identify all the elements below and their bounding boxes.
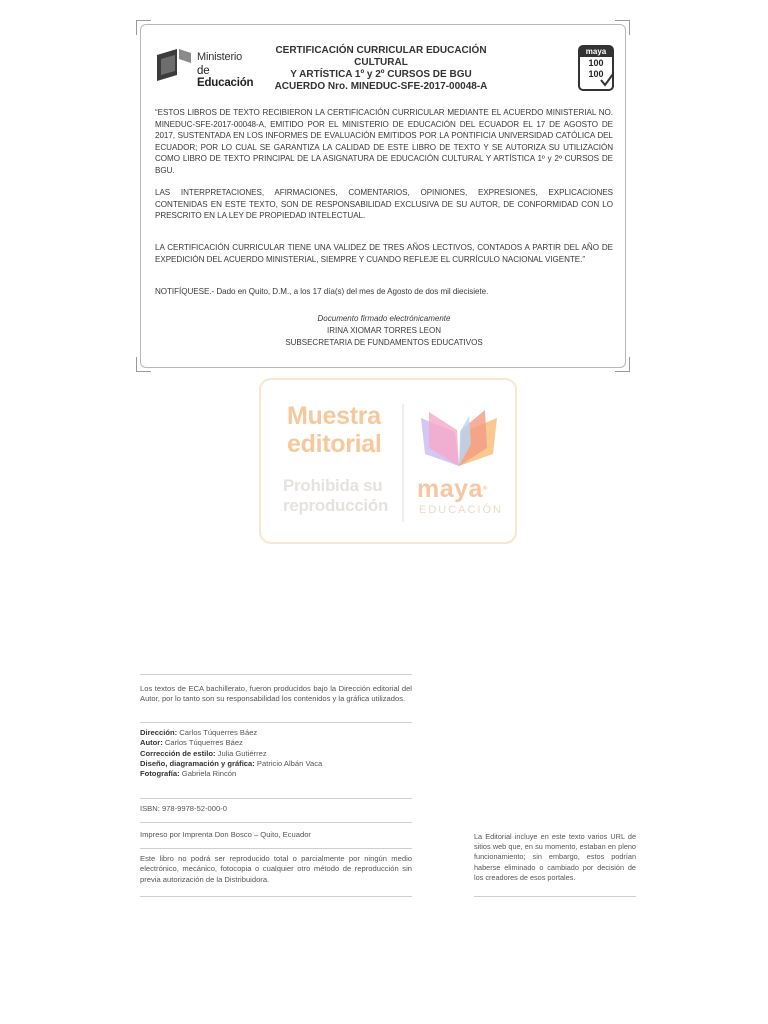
watermark-divider — [402, 404, 404, 522]
isbn: ISBN: 978-9978-52-000-0 — [140, 804, 227, 813]
divider — [140, 822, 412, 823]
ministry-logo — [155, 45, 265, 89]
corner-mark — [136, 357, 151, 372]
ministry-emblem-icon — [155, 45, 195, 85]
title-line: Y ARTÍSTICA 1º y 2º CURSOS DE BGU — [290, 69, 472, 80]
printer-info: Impreso por Imprenta Don Bosco – Quito, Ecuador — [140, 830, 311, 839]
divider — [140, 722, 412, 723]
url-disclaimer — [474, 832, 636, 883]
credits-intro: Los textos de ECA bachillerato, fueron producidos bajo la Dirección editorial del Autor, por lo tanto son su responsabilidad los contenidos y la gráfica utilizados. — [140, 684, 412, 704]
staff-row: Autor: Carlos Túquerres Báez — [140, 738, 243, 748]
watermark-sample-text — [287, 402, 382, 458]
badge-number: 100 — [588, 58, 604, 68]
responsibility-paragraph: LAS INTERPRETACIONES, AFIRMACIONES, COMENTARIOS, OPINIONES, EXPRESIONES, EXPLICACIONES CONTENIDAS EN ESTE TEXTO, SON DE RESPONSABILIDAD EXCLUSIVA DE SU AUTOR, DE CONFORMIDAD CON LO PRESCRITO EN LA LEY DE PROPIEDAD INTELECTUAL. — [155, 188, 613, 220]
signatory-title: SUBSECRETARIA DE FUNDAMENTOS EDUCATIVOS — [285, 338, 483, 347]
watermark-line: Prohibida su — [283, 476, 383, 495]
open-book-icon — [419, 408, 499, 472]
watermark-line: Muestra — [287, 402, 381, 430]
copyright-notice: Este libro no podrá ser reproducido total o parcialmente por ningún medio electrónico, mecánico, fotocopia o cualquier otro método de reproducción sin previa autorización de la Distribuidora. — [140, 854, 412, 884]
check-icon — [600, 73, 614, 87]
watermark-brand-sub: EDUCACIÓN — [419, 504, 504, 516]
signatory-name: IRINA XIOMAR TORRES LEON — [327, 326, 441, 335]
brand-text: maya — [417, 475, 483, 503]
ministry-name-line1: Ministerio — [197, 51, 243, 63]
watermark-brand: maya® — [417, 475, 488, 503]
certification-box — [140, 24, 626, 368]
certification-paragraph: “ESTOS LIBROS DE TEXTO RECIBIERON LA CERTIFICACIÓN CURRICULAR MEDIANTE EL ACUERDO MINISTERIAL NO. MINEDUC-SFE-2017-00048-A, EMITIDO POR EL MINISTERIO DE EDUCACIÓN DEL ECUADOR EL 17 DE AGOSTO DE 2017, SUSTENTADA EN LOS INFORMES DE EVALUACIÓN EMITIDOS POR LA PONTIFICIA UNIVERSIDAD CATÓLICA DEL ECUADOR; POR LO CUAL SE GARANTIZA LA CALIDAD DE ESTE LIBRO DE TEXTO Y SE AUTORIZA SU UTILIZACIÓN COMO LIBRO DE TEXTO PRINCIPAL DE LA ASIGNATURA DE EDUCACIÓN CULTURAL Y ARTÍSTICA 1º y 2º CURSOS DE BGU. — [155, 108, 613, 175]
staff-row: Fotografía: Gabriela Rincón — [140, 769, 237, 779]
staff-list — [140, 728, 412, 779]
title-line: CERTIFICACIÓN CURRICULAR EDUCACIÓN CULTURAL — [275, 45, 487, 68]
corner-mark — [615, 357, 630, 372]
signature-note: Documento firmado electrónicamente — [317, 314, 451, 323]
divider — [140, 798, 412, 799]
ministry-name-line2: de Educación — [197, 65, 254, 89]
signature-block — [155, 313, 613, 349]
badge-number: 100 — [588, 69, 604, 79]
corner-mark — [615, 20, 630, 35]
sample-watermark — [259, 378, 517, 544]
badge-label: maya — [580, 47, 612, 57]
staff-row: Corrección de estilo: Julia Gutiérrez — [140, 748, 267, 758]
divider — [140, 848, 412, 849]
notification-paragraph: NOTIFÍQUESE.- Dado en Quito, D.M., a los 17 día(s) del mes de Agosto de dos mil diecisiete. — [155, 287, 489, 296]
corner-mark — [136, 20, 151, 35]
watermark-line: reproducción — [283, 496, 389, 515]
title-line: ACUERDO Nro. MINEDUC-SFE-2017-00048-A — [274, 81, 488, 92]
watermark-prohibited-text — [283, 476, 388, 516]
disclaimer-text: La Editorial incluye en este texto varios URL de sitios web que, en su momento, estaban en pleno funcionamiento; sin embargo, estos podrían haberse eliminado o cambiado por decisión de los creadores de esos portales. — [474, 832, 636, 882]
divider — [140, 674, 412, 675]
validity-paragraph: LA CERTIFICACIÓN CURRICULAR TIENE UNA VALIDEZ DE TRES AÑOS LECTIVOS, CONTADOS A PARTIR DEL AÑO DE EXPEDICIÓN DEL ACUERDO MINISTERIAL, SIEMPRE Y CUANDO REFLEJE EL CURRÍCULO NACIONAL VIGENTE.” — [155, 243, 613, 264]
staff-row: Dirección: Carlos Túquerres Báez — [140, 728, 258, 737]
watermark-line: editorial — [287, 430, 382, 458]
divider — [474, 896, 636, 897]
maya-100-badge — [578, 45, 614, 91]
divider — [140, 896, 412, 897]
staff-row: Diseño, diagramación y gráfica: Patricio Albán Vaca — [140, 758, 323, 768]
certification-title — [253, 45, 509, 93]
